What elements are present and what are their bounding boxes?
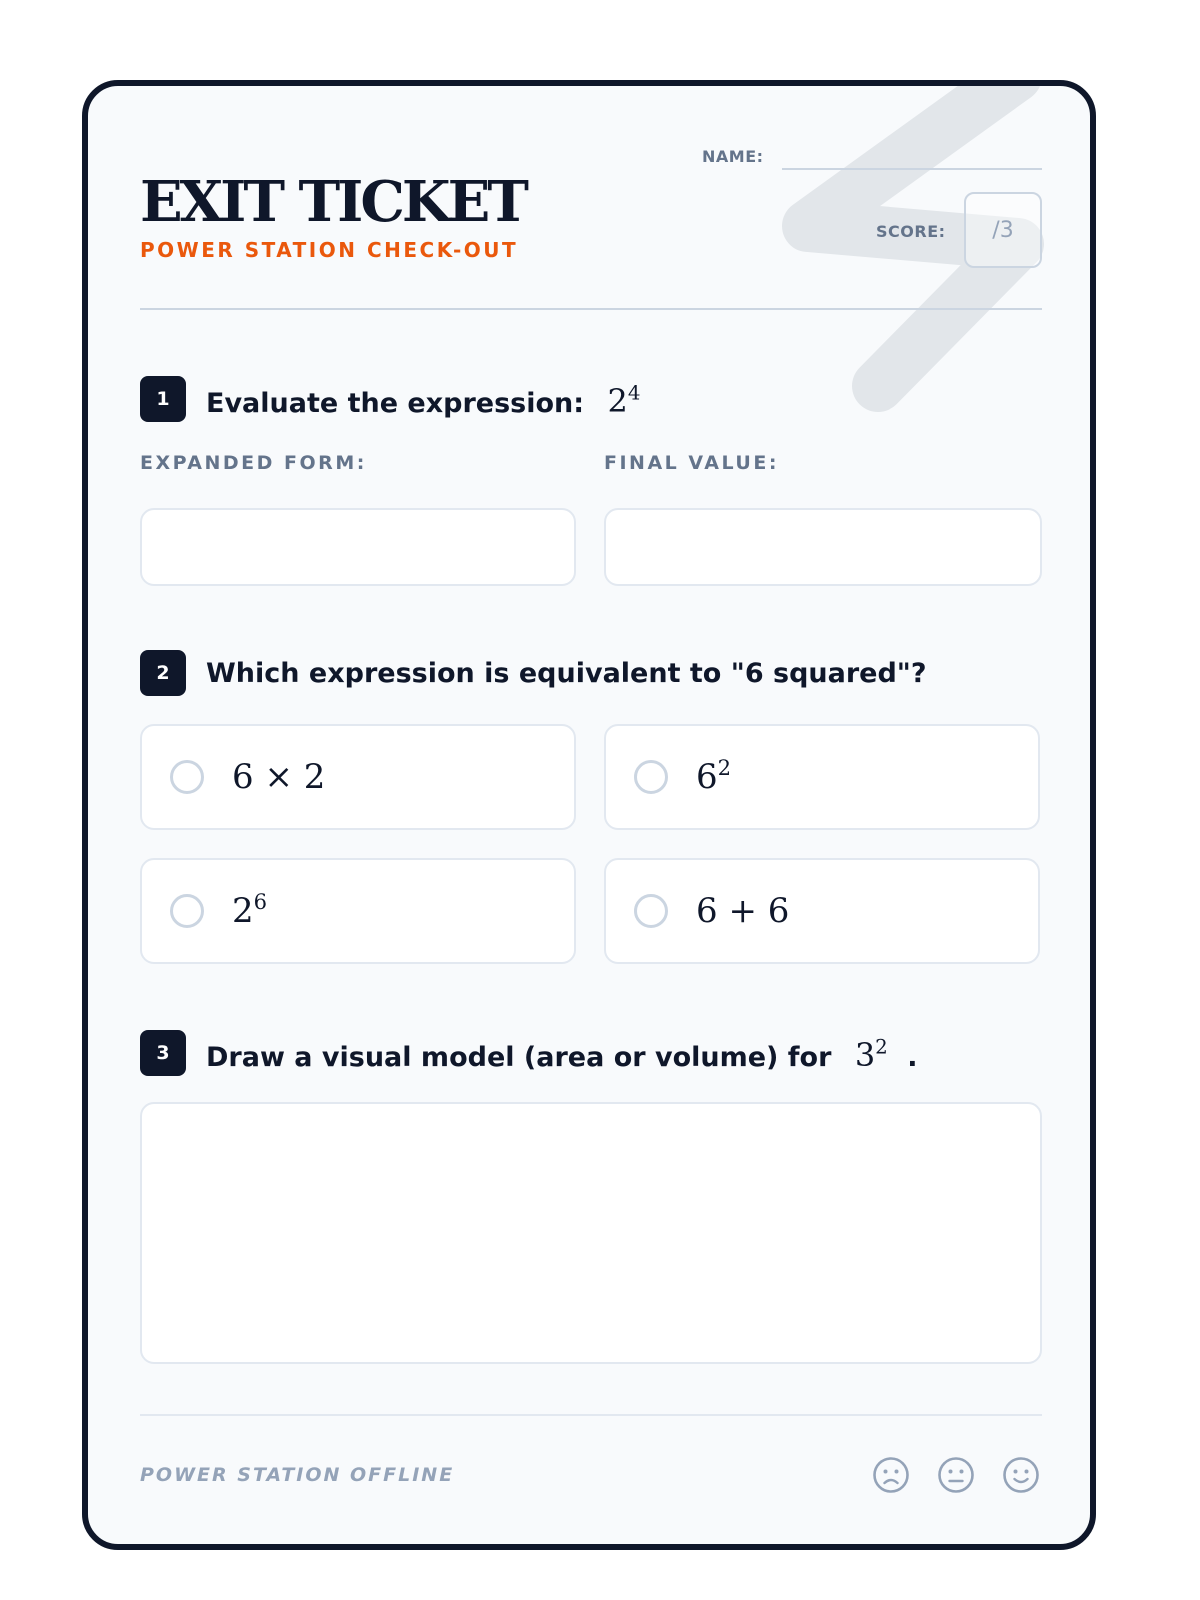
- expanded-form-input[interactable]: [140, 508, 576, 586]
- page-subtitle: POWER STATION CHECK-OUT: [140, 238, 519, 262]
- question-number: 3: [140, 1030, 186, 1076]
- question-text: [206, 382, 640, 420]
- drawing-area[interactable]: [140, 1102, 1042, 1364]
- question-1-text: Evaluate the expression:: [206, 388, 585, 419]
- question-number: 2: [140, 650, 186, 696]
- math-expression: $3^2$: [854, 1035, 888, 1074]
- math-expression: $2^4$: [607, 381, 641, 420]
- answer-option[interactable]: [604, 858, 1040, 964]
- footer-divider: [140, 1414, 1042, 1416]
- neutral-face-icon[interactable]: [937, 1456, 975, 1494]
- score-label: SCORE:: [876, 222, 946, 241]
- final-value-input[interactable]: [604, 508, 1042, 586]
- answer-option[interactable]: [604, 724, 1040, 830]
- exit-ticket-card: [82, 80, 1096, 1550]
- radio-button[interactable]: [634, 760, 668, 794]
- score-box[interactable]: [964, 192, 1042, 268]
- header-divider: [140, 308, 1042, 310]
- name-label: NAME:: [702, 147, 764, 166]
- sad-face-icon[interactable]: [872, 1456, 910, 1494]
- radio-button[interactable]: [170, 894, 204, 928]
- name-field[interactable]: [782, 168, 1042, 170]
- happy-face-icon[interactable]: [1002, 1456, 1040, 1494]
- question-2-text: Which expression is equivalent to "6 squared"?: [206, 658, 927, 689]
- question-text: [206, 1036, 917, 1074]
- footer-text: POWER STATION OFFLINE: [140, 1464, 455, 1486]
- option-text: 6 × 2: [232, 757, 326, 797]
- question-number: 1: [140, 376, 186, 422]
- answer-option[interactable]: [140, 858, 576, 964]
- page-title: EXIT TICKET: [140, 169, 526, 235]
- option-text: $2^6$: [232, 888, 268, 931]
- answer-option[interactable]: [140, 724, 576, 830]
- question-suffix: .: [907, 1042, 918, 1073]
- lightning-bolt-icon: [768, 86, 1096, 426]
- expanded-form-label: EXPANDED FORM:: [140, 452, 367, 474]
- option-text: 6 + 6: [696, 891, 790, 931]
- final-value-label: FINAL VALUE:: [604, 452, 779, 474]
- question-3-text: Draw a visual model (area or volume) for: [206, 1042, 832, 1073]
- option-text: $6^2$: [696, 754, 732, 797]
- radio-button[interactable]: [170, 760, 204, 794]
- radio-button[interactable]: [634, 894, 668, 928]
- score-value: /3: [992, 217, 1014, 243]
